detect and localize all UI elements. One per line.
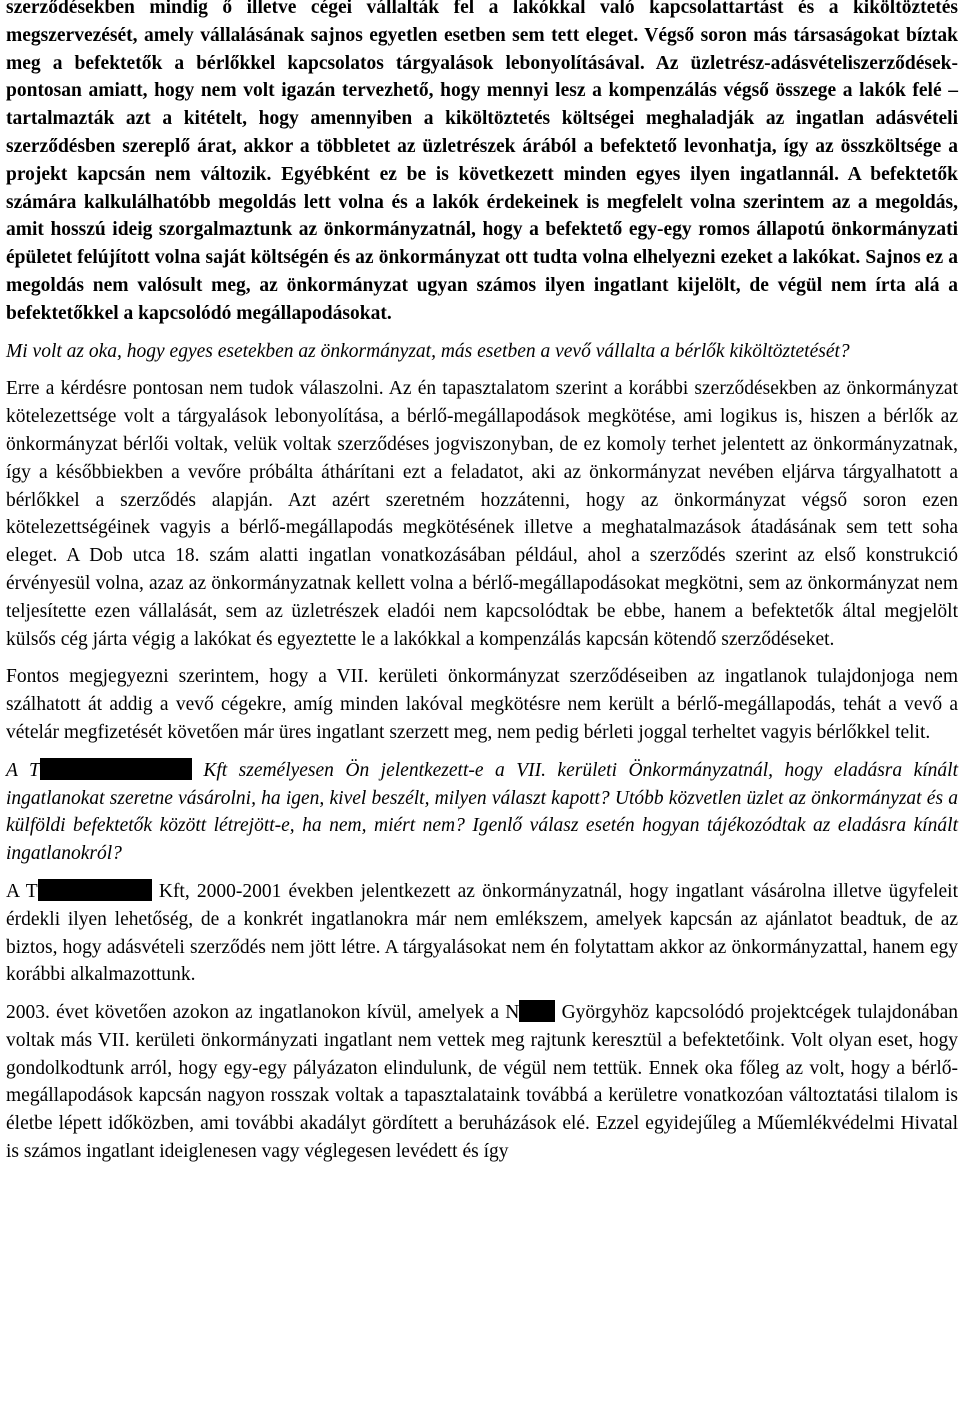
question-2 [6,757,958,868]
answer-3-prefix: A T [6,880,38,902]
paragraph-bold-answer: szerződésekben mindig ő illetve cégei vállalták fel a lakókkal való kapcsolattartást és a kiköltöztetés megszervezését, amely vállalásának sajnos egyetlen esetben sem tett eleget. Végső soron más társaságokat bíztak meg a befektetők a bérlőkkel kapcsolatos tárgyalások lebonyolításával. Az üzletrész-adásvételiszerződések- pontosan amiatt, hogy nem volt igazán tervezhető, hogy mennyi lesz a kompenzálás végső összege a lakók felé – tartalmazták azt a kitételt, hogy amennyiben a kiköltöztetés költségei meghaladják az ingatlan adásvételi szerződésben szereplő árat, akkor a többletet az üzletrészek árából a befektető levonhatja, így az összköltsége a projekt kapcsán nem változik. Egyébként ez be is következett minden egyes ilyen ingatlannál. A befektetők számára kalkulálhatóbb megoldás lett volna és a lakók érdekeinek is megfelelt volna szerintem az a megoldás, amit hosszú ideig szorgalmaztunk az önkormányzatnál, hogy a befektető egy-egy romos állapotú önkormányzati épületet felújított volna saját költségén és az önkormányzat ott tudta volna elhelyezni ezeket a lakókat. Sajnos ez a megoldás nem valósult meg, az önkormányzat ugyan számos ilyen ingatlant kijelölt, de végül nem írta alá a befektetőkkel a kapcsolódó megállapodásokat. [6,0,958,324]
answer-1: Erre a kérdésre pontosan nem tudok válaszolni. Az én tapasztalatom szerint a korábbi szerződésekben az önkormányzat kötelezettsége volt a tárgyalások lebonyolítása, a bérlő-megállapodások megkötése, ami logikus is, hiszen a bérlők az önkormányzat bérlői voltak, velük voltak szerződéses jogviszonyban, de ez komoly terhet jelentett az önkormányzatnak, így a későbbiekben a vevőre próbálta áthárítani ezt a feladatot, aki az önkormányzat nevében eljárva tárgyalhatott a bérlőkkel a szerződés alapján. Azt azért szeretném hozzátenni, hogy az önkormányzat végső soron ezen kötelezettségéinek vagyis a bérlő-megállapodás megkötésének illetve a meghatalmazások átadásának sem tett soha eleget. A Dob utca 18. szám alatti ingatlan vonatkozásában például, ahol a szerződés szerint az első konstrukció érvényesül volna, azaz az önkormányzatnak kellett volna a bérlő-megállapodásokat megkötni, sem az önkormányzat nem teljesítette ezen vállalását, sem az üzletrészek eladói nem kapcsolódtak be ebbe, hanem a befektetők által megjelölt külsős cég járta végig a lakókat és egyeztette le a lakókkal a kompenzálás kapcsán kötendő szerződéseket. [6,378,958,650]
question-2-text: Kft személyesen Ön jelentkezett-e a VII. kerületi Önkormányzatnál, hogy eladásra kínált ingatlanokat szeretne vásárolni, ha igen, kivel beszélt, milyen választ kapott? Utóbb közvetlen üzlet az önkormányzat és a külföldi befektetők között létrejött-e, ha nem, miért nem? Igenlő válasz esetén hogyan tájékozódtak az eladásra kínált ingatlanokról? [6,759,959,865]
answer-4-prefix: 2003. évet követően azokon az ingatlanokon kívül, amelyek a N [6,1002,520,1024]
answer-4-text: Györgyhöz kapcsolódó projektcégek tulajdonában voltak más VII. kerületi önkormányzati ingatlant nem vettek meg rajtunk keresztül a befektetőink. Volt olyan eset, hogy gondolkodtunk arról, hogy egy-egy pályázaton elindulunk, de végül nem tettük. Ennek oka főleg az volt, hogy a bérlő-megállapodások kapcsán nagyon rosszak voltak a tapasztalataink továbbá a kerületre vonatkozóan változtatási tilalom is életbe lépett időközben, ami további akadályt gördített a beruházások elé. Ezzel egyidejűleg a Műemlékvédelmi Hivatal is számos ingatlant ideiglenesen vagy véglegesen levédett és így [6,1002,958,1163]
redaction-block [519,1000,555,1022]
answer-3 [6,878,958,989]
redaction-block [38,879,152,901]
document-page [6,0,958,1166]
question-2-prefix: A T [6,759,40,781]
answer-4 [6,999,958,1166]
question-1: Mi volt az oka, hogy egyes esetekben az önkormányzat, más esetben a vevő vállalta a bérlők kiköltöztetését? [6,340,850,362]
answer-2: Fontos megjegyezni szerintem, hogy a VII. kerületi önkormányzat szerződéseiben az ingatlanok tulajdonjoga nem szálhatott át addig a vevő cégekre, amíg minden lakóval megkötésre nem került a bérlő-megállapodás, tehát a vevő a vételár megfizetését követően már üres ingatlant szerzett meg, nem pedig bérleti joggal terheltet vagyis bérlőkkel telit. [6,666,958,743]
answer-3-text: Kft, 2000-2001 években jelentkezett az önkormányzatnál, hogy ingatlant vásárolna illetve ügyfeleit érdekli ilyen lehetőség, de a konkrét ingatlanokra már nem emlékszem, amelyek kapcsán az ajánlatot beadtuk, de az biztos, hogy adásvételi szerződés nem jött létre. A tárgyalásokat nem én folytattam akkor az önkormányzattal, hanem egy korábbi alkalmazottunk. [6,880,958,986]
redaction-block [40,758,192,780]
